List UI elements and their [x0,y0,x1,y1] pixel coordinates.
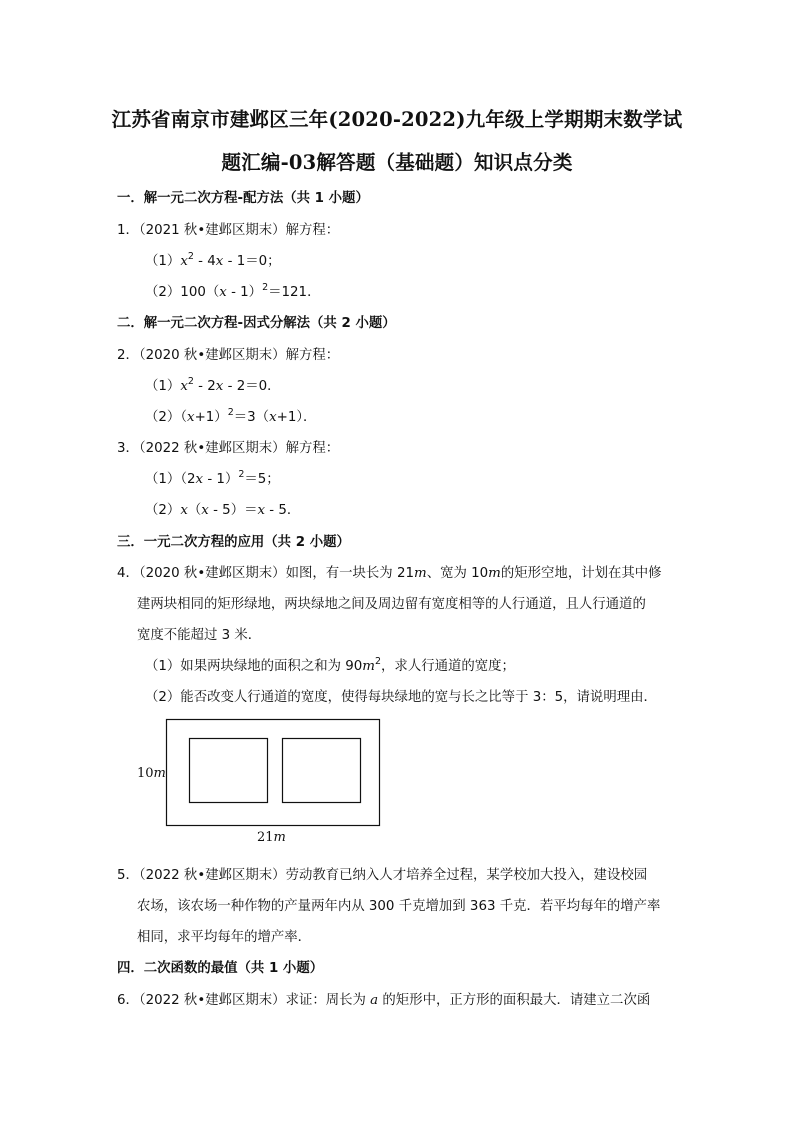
question-1-part-2: （2）100（x - 1）$^2$＝121． [145,282,321,300]
section-heading-4: 四．二次函数的最值（共 1 小题） [117,961,324,976]
green-plot-right [283,739,361,803]
figure-width-label: 21m [257,830,286,845]
document-title-line-2: 题汇编-03解答题（基础题）知识点分类 [221,151,573,174]
question-6-line-1: 6．（2022 秋•建邺区期末）求证：周长为 a 的矩形中，正方形的面积最大．请建立二次函 [117,993,651,1008]
question-4-part-1: （1）如果两块绿地的面积之和为 $90m^2$，求人行通道的宽度； [145,656,515,674]
question-4-line-3: 宽度不能超过 3 米． [137,628,262,643]
question-3-part-1: （1）（2x - 1）$^2$＝5； [145,469,280,487]
section-heading-2: 二．解一元二次方程-因式分解法（共 2 小题） [117,316,396,331]
question-3-stem: 3．（2022 秋•建邺区期末）解方程： [117,441,340,456]
question-5-line-1: 5．（2022 秋•建邺区期末）劳动教育已纳入人才培养全过程，某学校加大投入，建设校园 [117,868,648,883]
section-heading-3: 三．一元二次方程的应用（共 2 小题） [117,535,350,550]
question-4-part-2: （2）能否改变人行通道的宽度，使得每块绿地的宽与长之比等于 3：5，请说明理由． [145,690,657,705]
green-plot-left [190,739,268,803]
section-heading-1: 一．解一元二次方程-配方法（共 1 小题） [117,191,369,206]
question-1-stem: 1．（2021 秋•建邺区期末）解方程： [117,223,340,238]
question-4-line-1: 4．（2020 秋•建邺区期末）如图，有一块长为 21m、宽为 10m的矩形空地，计划在其中修 [117,566,662,581]
question-4-line-2: 建两块相同的矩形绿地，两块绿地之间及周边留有宽度相等的人行通道，且人行通道的 [137,597,646,612]
outer-rectangle [167,720,380,826]
document-title-line-1: 江苏省南京市建邺区三年(2020-2022)九年级上学期期末数学试 [111,108,683,131]
question-2-stem: 2．（2020 秋•建邺区期末）解方程： [117,348,340,363]
figure-height-label: 10m [137,766,166,781]
question-5-line-3: 相同，求平均每年的增产率． [137,930,312,945]
question-3-part-2: （2）x（x - 5）＝x - 5． [145,503,301,518]
question-2-part-2: $(2)(x+1)^2=3(x+1)$． [145,407,317,425]
question-2-part-1: $(1)x^2 - 2x - 2=0$． [145,376,281,394]
question-1-part-1: $(1)x^2 - 4x - 1=0$； [145,251,281,269]
question-5-line-2: 农场，该农场一种作物的产量两年内从 300 千克增加到 363 千克．若平均每年的增产率 [137,899,661,914]
